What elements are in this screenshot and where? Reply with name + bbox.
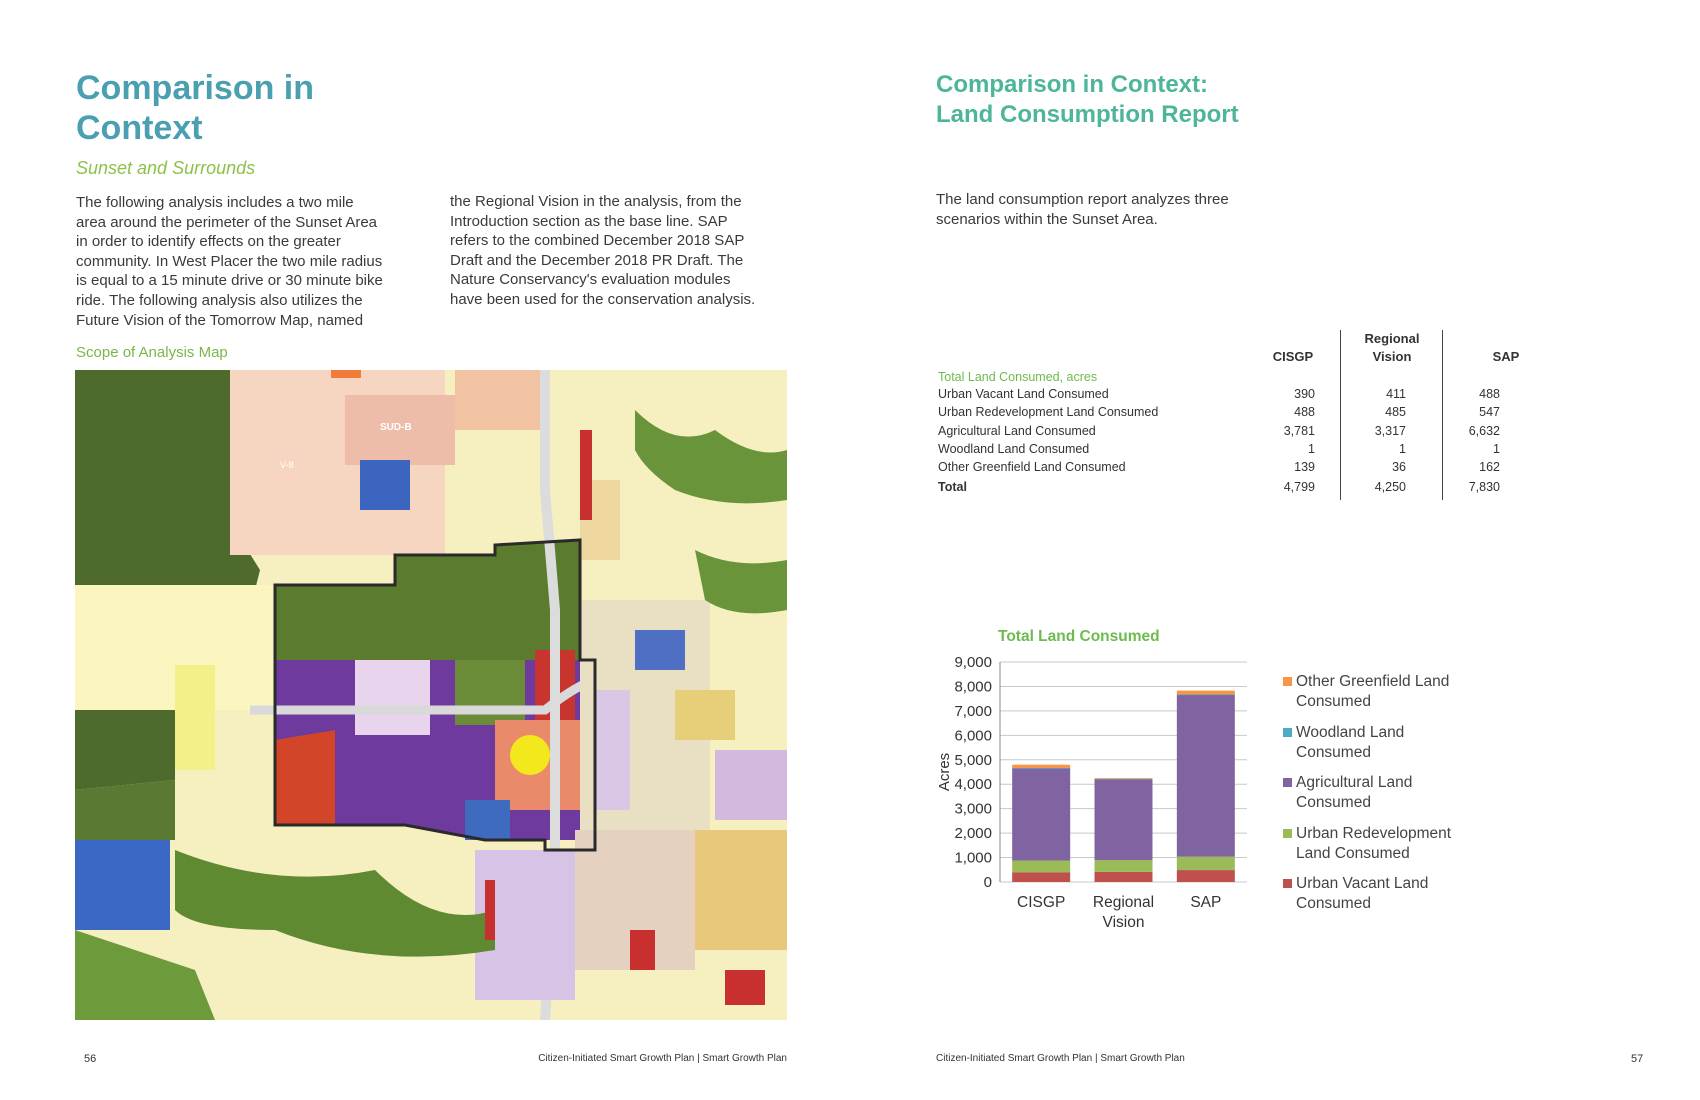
row-label: Agricultural Land Consumed bbox=[938, 423, 1096, 438]
row-value: 162 bbox=[1479, 460, 1500, 475]
body-line: the Regional Vision in the analysis, from the bbox=[450, 193, 742, 210]
map-parcel bbox=[331, 370, 361, 378]
legend-swatch bbox=[1283, 778, 1292, 787]
bar-segment bbox=[1095, 778, 1153, 779]
intro-line: scenarios within the Sunset Area. bbox=[936, 210, 1158, 228]
map-caption: Scope of Analysis Map bbox=[76, 344, 228, 361]
row-value: 4,250 bbox=[1374, 479, 1406, 494]
body-line: Nature Conservancy's evaluation modules bbox=[450, 271, 731, 289]
legend-label-line: Woodland Land bbox=[1296, 723, 1405, 741]
bar-segment bbox=[1177, 695, 1235, 696]
row-value: 4,799 bbox=[1283, 479, 1315, 494]
map-parcel bbox=[635, 630, 685, 670]
scope-of-analysis-map bbox=[75, 370, 787, 1020]
x-tick-label: Regional bbox=[1092, 894, 1155, 911]
row-value: 1 bbox=[1493, 441, 1500, 456]
table-total-row bbox=[938, 480, 1538, 498]
row-label: Urban Redevelopment Land Consumed bbox=[938, 405, 1159, 420]
intro-text bbox=[936, 190, 1296, 229]
legend-item bbox=[1283, 824, 1513, 868]
legend-label bbox=[1296, 874, 1486, 914]
row-value: 139 bbox=[1294, 460, 1315, 475]
map-parcel bbox=[75, 780, 175, 840]
x-tick-label: CISGP bbox=[1017, 894, 1066, 911]
header-cisgp: CISGP bbox=[1272, 349, 1314, 364]
body-line: The following analysis includes a two mile bbox=[76, 194, 354, 211]
map-parcel bbox=[465, 800, 510, 840]
body-line: Future Vision of the Tomorrow Map, named bbox=[76, 311, 364, 329]
legend-label-line: Other Greenfield Land bbox=[1296, 673, 1450, 690]
chart-legend bbox=[1283, 672, 1513, 932]
bar-segment bbox=[1012, 765, 1070, 768]
map-parcel bbox=[580, 430, 592, 520]
y-tick-label: 7,000 bbox=[954, 702, 992, 720]
legend-swatch bbox=[1283, 677, 1292, 686]
land-consumption-table bbox=[936, 330, 1536, 500]
row-label: Total bbox=[938, 479, 967, 494]
row-value: 390 bbox=[1294, 387, 1315, 401]
table-row bbox=[938, 442, 1538, 460]
map-parcel bbox=[275, 730, 335, 825]
bar-segment bbox=[1177, 870, 1235, 882]
row-value: 3,781 bbox=[1283, 423, 1315, 438]
legend-label bbox=[1296, 824, 1486, 864]
chart-title: Total Land Consumed bbox=[998, 628, 1160, 645]
row-value: 1 bbox=[1308, 441, 1315, 456]
row-value: 485 bbox=[1385, 405, 1406, 420]
bar-segment bbox=[1095, 860, 1153, 872]
table-row bbox=[938, 405, 1538, 423]
map-parcel bbox=[510, 735, 550, 775]
row-value: 7,830 bbox=[1468, 479, 1500, 494]
y-tick-label: 9,000 bbox=[954, 654, 992, 671]
row-value: 6,632 bbox=[1468, 423, 1500, 438]
right-page-title bbox=[936, 70, 1239, 130]
body-line: area around the perimeter of the Sunset Area bbox=[76, 213, 378, 231]
page-title bbox=[76, 68, 314, 148]
legend-swatch bbox=[1283, 879, 1292, 888]
footer-left: Citizen-Initiated Smart Growth Plan | Smart Growth Plan bbox=[538, 1053, 787, 1064]
bar-segment bbox=[1012, 872, 1070, 882]
map-parcel bbox=[715, 750, 787, 820]
body-line: Introduction section as the base line. SAP bbox=[450, 212, 728, 230]
row-value: 1 bbox=[1399, 441, 1406, 456]
intro-line: The land consumption report analyzes three bbox=[936, 191, 1229, 208]
row-label: Woodland Land Consumed bbox=[938, 441, 1090, 456]
map-parcel bbox=[175, 665, 215, 770]
map-parcel bbox=[455, 370, 545, 430]
map-parcel bbox=[595, 690, 630, 810]
title-line: Comparison in Context: bbox=[936, 71, 1209, 98]
bar-segment bbox=[1177, 691, 1235, 695]
legend-item bbox=[1283, 723, 1513, 767]
body-column-1 bbox=[76, 193, 416, 330]
row-value: 411 bbox=[1386, 387, 1406, 401]
table-row bbox=[938, 424, 1538, 442]
section-subtitle: Sunset and Surrounds bbox=[76, 158, 256, 178]
map-parcel bbox=[75, 840, 170, 930]
footer-right: Citizen-Initiated Smart Growth Plan | Smart Growth Plan bbox=[936, 1053, 1185, 1064]
legend-item bbox=[1283, 874, 1513, 918]
map-parcel bbox=[360, 460, 410, 510]
header-line: Regional bbox=[1364, 331, 1420, 346]
body-line: ride. The following analysis also utilizes the bbox=[76, 291, 363, 309]
land-consumed-chart bbox=[895, 650, 1255, 940]
header-sap: SAP bbox=[1492, 349, 1520, 364]
body-line: is equal to a 15 minute drive or 30 minute bike bbox=[76, 272, 383, 290]
body-line: Draft and the December 2018 PR Draft. The bbox=[450, 251, 744, 269]
header-line: Vision bbox=[1372, 349, 1412, 364]
bar-segment bbox=[1012, 768, 1070, 860]
map-parcel bbox=[675, 690, 735, 740]
map-label: V-8 bbox=[280, 460, 294, 470]
legend-item bbox=[1283, 773, 1513, 817]
legend-swatch bbox=[1283, 728, 1292, 737]
legend-label bbox=[1296, 672, 1486, 712]
map-parcel bbox=[725, 970, 765, 1005]
title-line: Comparison in bbox=[76, 69, 315, 107]
y-tick-label: 2,000 bbox=[954, 825, 992, 843]
row-value: 488 bbox=[1479, 387, 1500, 401]
title-line: Context bbox=[76, 109, 203, 147]
x-tick-label: SAP bbox=[1190, 894, 1222, 911]
title-line: Land Consumption Report bbox=[936, 101, 1239, 128]
legend-label-line: Consumed bbox=[1296, 693, 1371, 710]
map-parcel bbox=[695, 830, 787, 950]
bar-segment bbox=[1012, 861, 1070, 873]
row-value: 547 bbox=[1479, 405, 1500, 420]
map-parcel bbox=[455, 660, 525, 725]
bar-segment bbox=[1012, 768, 1070, 769]
y-tick-label: 8,000 bbox=[954, 678, 992, 696]
row-label: Urban Vacant Land Consumed bbox=[938, 387, 1109, 401]
row-value: 36 bbox=[1392, 460, 1406, 475]
table-row bbox=[938, 387, 1538, 405]
map-parcel bbox=[630, 930, 655, 970]
bar-segment bbox=[1177, 857, 1235, 870]
table-section-label: Total Land Consumed, acres bbox=[938, 370, 1098, 384]
bar-segment bbox=[1095, 779, 1153, 780]
bar-segment bbox=[1177, 695, 1235, 857]
y-tick-label: 3,000 bbox=[954, 800, 992, 818]
y-tick-label: 5,000 bbox=[954, 751, 992, 769]
y-tick-label: 1,000 bbox=[954, 849, 992, 867]
legend-item bbox=[1283, 672, 1513, 716]
legend-label-line: Land Consumed bbox=[1296, 844, 1410, 862]
row-value: 488 bbox=[1294, 405, 1315, 420]
legend-label-line: Urban Vacant Land bbox=[1296, 875, 1429, 892]
map-parcel bbox=[355, 660, 430, 735]
legend-label bbox=[1296, 773, 1486, 813]
legend-swatch bbox=[1283, 829, 1292, 838]
row-label: Other Greenfield Land Consumed bbox=[938, 460, 1126, 475]
body-line: in order to identify effects on the greater bbox=[76, 233, 341, 251]
legend-label-line: Urban Redevelopment bbox=[1296, 824, 1452, 842]
bar-segment bbox=[1095, 872, 1153, 882]
legend-label-line: Consumed bbox=[1296, 794, 1371, 811]
legend-label-line: Consumed bbox=[1296, 895, 1371, 912]
header-regional-vision bbox=[1344, 330, 1440, 366]
y-axis-label: Acres bbox=[936, 752, 953, 792]
y-tick-label: 6,000 bbox=[954, 727, 992, 745]
bar-segment bbox=[1095, 779, 1153, 860]
table-row bbox=[938, 460, 1538, 478]
y-tick-label: 4,000 bbox=[954, 776, 992, 794]
map-label: SUD-B bbox=[380, 422, 412, 433]
legend-label bbox=[1296, 723, 1486, 763]
body-column-2 bbox=[450, 192, 790, 310]
map-parcel bbox=[485, 880, 495, 940]
body-line: community. In West Placer the two mile radius bbox=[76, 252, 383, 270]
body-line: refers to the combined December 2018 SAP bbox=[450, 232, 745, 250]
x-tick-label: Vision bbox=[1102, 914, 1145, 931]
page-number-right: 57 bbox=[1631, 1053, 1644, 1065]
legend-label-line: Consumed bbox=[1296, 743, 1371, 761]
y-tick-label: 0 bbox=[983, 874, 992, 891]
row-value: 3,317 bbox=[1374, 423, 1406, 438]
body-line: have been used for the conservation analysis. bbox=[450, 290, 756, 308]
page-number-left: 56 bbox=[84, 1053, 97, 1065]
legend-label-line: Agricultural Land bbox=[1296, 774, 1413, 791]
